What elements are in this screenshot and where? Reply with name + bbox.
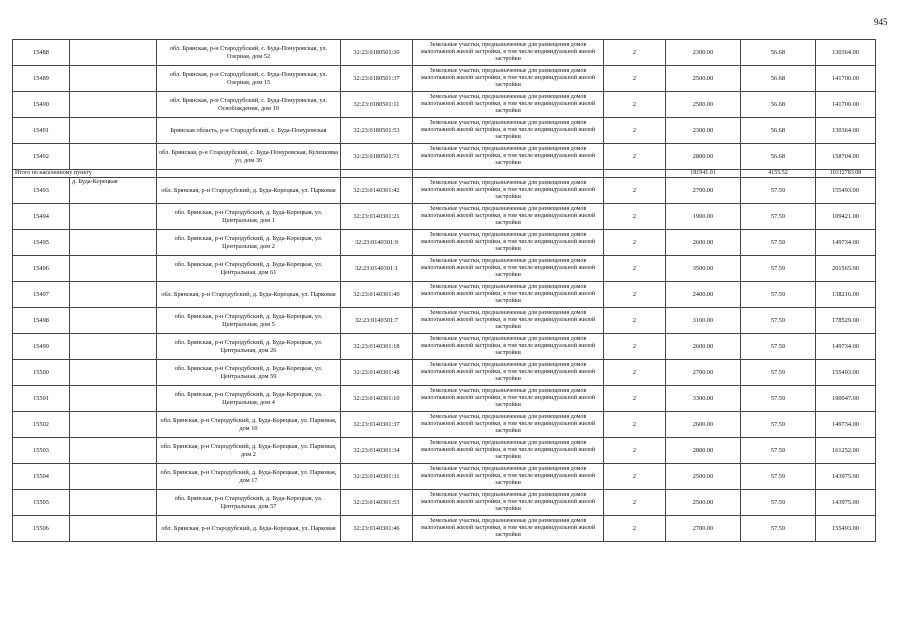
cadastral-value-cell: 201565.00 — [816, 256, 876, 282]
address-cell: обл. Брянская, р-н Стародубский, с. Буда-Понуровская, ул. Озерная, дом 15 — [157, 66, 341, 92]
row-id: 15502 — [13, 412, 70, 438]
group-cell: 2 — [604, 386, 666, 412]
rate-cell: 56.68 — [741, 118, 816, 144]
cadastral-number-cell: 32:23:0140301:9 — [341, 230, 413, 256]
rate-cell: 57.59 — [741, 334, 816, 360]
land-use-cell: Земельные участки, предназначенные для размещения домов малоэтажной жилой застройки, в том числе индивидуальной жилой застройки — [413, 412, 604, 438]
cadastral-number-cell: 32:23:0140301:42 — [341, 178, 413, 204]
total-row — [13, 170, 876, 178]
rate-cell: 57.59 — [741, 360, 816, 386]
address-cell: Брянская область, р-н Стародубский, с. Буда-Понуровская — [157, 118, 341, 144]
cadastral-value-table — [12, 39, 876, 542]
land-use-cell: Земельные участки, предназначенные для размещения домов малоэтажной жилой застройки, в том числе индивидуальной жилой застройки — [413, 40, 604, 66]
cadastral-value-cell: 161252.00 — [816, 438, 876, 464]
row-id: 15489 — [13, 66, 70, 92]
cadastral-value-cell: 130364.00 — [816, 40, 876, 66]
group-cell: 2 — [604, 490, 666, 516]
cadastral-value-cell: 143975.00 — [816, 464, 876, 490]
group-cell: 2 — [604, 256, 666, 282]
locality-cell — [70, 144, 157, 170]
table-row — [13, 412, 876, 438]
table-row — [13, 308, 876, 334]
land-use-cell: Земельные участки, предназначенные для размещения домов малоэтажной жилой застройки, в том числе индивидуальной жилой застройки — [413, 308, 604, 334]
cadastral-value-cell: 155493.00 — [816, 516, 876, 542]
table-row — [13, 516, 876, 542]
cadastral-number-cell: 32:23:0140301:46 — [341, 516, 413, 542]
row-id: 15498 — [13, 308, 70, 334]
row-id: 15499 — [13, 334, 70, 360]
area-cell: 2700.00 — [666, 360, 741, 386]
group-cell: 2 — [604, 178, 666, 204]
area-cell: 3100.00 — [666, 308, 741, 334]
cadastral-number-cell: 32:23:0140301:53 — [341, 490, 413, 516]
empty-cell — [604, 170, 666, 178]
address-cell: обл. Брянская, р-н Стародубский, д. Буда-Корецкая, ул. Парковая — [157, 282, 341, 308]
land-use-cell: Земельные участки, предназначенные для размещения домов малоэтажной жилой застройки, в том числе индивидуальной жилой застройки — [413, 490, 604, 516]
cadastral-value-cell: 149734.00 — [816, 334, 876, 360]
row-id: 15503 — [13, 438, 70, 464]
total-label: Итого по населенному пункту — [13, 170, 157, 178]
locality-cell — [70, 490, 157, 516]
cadastral-value-cell: 138216.00 — [816, 282, 876, 308]
cadastral-number-cell: 32:23:0140301:10 — [341, 386, 413, 412]
table-row — [13, 144, 876, 170]
group-cell: 2 — [604, 92, 666, 118]
locality-cell — [70, 412, 157, 438]
empty-cell — [157, 170, 341, 178]
cadastral-number-cell: 32:23:0180501:11 — [341, 92, 413, 118]
rate-cell: 57.59 — [741, 230, 816, 256]
cadastral-value-cell: 149734.00 — [816, 230, 876, 256]
address-cell: обл. Брянская, р-н Стародубский, д. Буда-Корецкая, ул. Центральная, дом 4 — [157, 386, 341, 412]
cadastral-value-cell: 190047.00 — [816, 386, 876, 412]
cadastral-number-cell: 32:23:0180501:30 — [341, 40, 413, 66]
area-cell: 2600.00 — [666, 230, 741, 256]
rate-cell: 57.59 — [741, 178, 816, 204]
address-cell: обл. Брянская, р-н Стародубский, д. Буда-Корецкая, ул. Центральная, дом 61 — [157, 256, 341, 282]
rate-cell: 57.59 — [741, 386, 816, 412]
cadastral-value-cell: 141700.00 — [816, 92, 876, 118]
group-cell: 2 — [604, 144, 666, 170]
land-use-cell: Земельные участки, предназначенные для размещения домов малоэтажной жилой застройки, в том числе индивидуальной жилой застройки — [413, 144, 604, 170]
row-id: 15491 — [13, 118, 70, 144]
table-body — [13, 40, 876, 542]
locality-cell — [70, 230, 157, 256]
group-cell: 2 — [604, 230, 666, 256]
locality-cell — [70, 66, 157, 92]
rate-cell: 56.68 — [741, 66, 816, 92]
table-row — [13, 464, 876, 490]
table-row — [13, 360, 876, 386]
locality-cell — [70, 360, 157, 386]
table-row — [13, 178, 876, 204]
land-use-cell: Земельные участки, предназначенные для размещения домов малоэтажной жилой застройки, в том числе индивидуальной жилой застройки — [413, 360, 604, 386]
address-cell: обл. Брянская, р-н Стародубский, д. Буда-Корецкая, ул. Центральная, дом 1 — [157, 204, 341, 230]
total-rate: 4155.52 — [741, 170, 816, 178]
table-row — [13, 490, 876, 516]
row-id: 15506 — [13, 516, 70, 542]
table-row — [13, 282, 876, 308]
area-cell: 2500.00 — [666, 464, 741, 490]
locality-cell — [70, 386, 157, 412]
area-cell: 2800.00 — [666, 144, 741, 170]
address-cell: обл. Брянская, р-н Стародубский, с. Буда-Понуровская, Кулешовка ул, дом 36 — [157, 144, 341, 170]
locality-cell — [70, 516, 157, 542]
cadastral-number-cell: 32:23:0180501:37 — [341, 66, 413, 92]
area-cell: 2300.00 — [666, 118, 741, 144]
row-id: 15490 — [13, 92, 70, 118]
row-id: 15501 — [13, 386, 70, 412]
cadastral-number-cell: 32:23:0140301:48 — [341, 360, 413, 386]
locality-cell — [70, 308, 157, 334]
table-row — [13, 438, 876, 464]
group-cell: 2 — [604, 118, 666, 144]
cadastral-number-cell: 32:23:0140301:21 — [341, 204, 413, 230]
row-id: 15494 — [13, 204, 70, 230]
row-id: 15505 — [13, 490, 70, 516]
empty-cell — [341, 170, 413, 178]
cadastral-value-cell: 130364.00 — [816, 118, 876, 144]
area-cell: 3500.00 — [666, 256, 741, 282]
empty-cell — [413, 170, 604, 178]
cadastral-number-cell: 32:23:0140301:1 — [341, 256, 413, 282]
cadastral-value-cell: 178529.00 — [816, 308, 876, 334]
cadastral-number-cell: 32:23:0180501:71 — [341, 144, 413, 170]
land-use-cell: Земельные участки, предназначенные для размещения домов малоэтажной жилой застройки, в том числе индивидуальной жилой застройки — [413, 334, 604, 360]
row-id: 15497 — [13, 282, 70, 308]
land-use-cell: Земельные участки, предназначенные для размещения домов малоэтажной жилой застройки, в том числе индивидуальной жилой застройки — [413, 118, 604, 144]
area-cell: 2600.00 — [666, 412, 741, 438]
locality-cell — [70, 438, 157, 464]
cadastral-number-cell: 32:23:0140301:40 — [341, 282, 413, 308]
land-use-cell: Земельные участки, предназначенные для размещения домов малоэтажной жилой застройки, в том числе индивидуальной жилой застройки — [413, 256, 604, 282]
address-cell: обл. Брянская, р-н Стародубский, д. Буда-Корецкая, ул. Парковая, дом 2 — [157, 438, 341, 464]
address-cell: обл. Брянская, р-н Стародубский, с. Буда-Понуровская, ул. Озерная, дом 52 — [157, 40, 341, 66]
area-cell: 2500.00 — [666, 92, 741, 118]
address-cell: обл. Брянская, р-н Стародубский, д. Буда-Корецкая, ул. Парковая — [157, 178, 341, 204]
locality-cell — [70, 256, 157, 282]
table-row — [13, 230, 876, 256]
rate-cell: 57.59 — [741, 256, 816, 282]
table-row — [13, 66, 876, 92]
land-use-cell: Земельные участки, предназначенные для размещения домов малоэтажной жилой застройки, в том числе индивидуальной жилой застройки — [413, 230, 604, 256]
locality-cell — [70, 464, 157, 490]
area-cell: 2700.00 — [666, 178, 741, 204]
rate-cell: 57.59 — [741, 516, 816, 542]
address-cell: обл. Брянская, р-н Стародубский, д. Буда-Корецкая, ул. Центральная, дом 26 — [157, 334, 341, 360]
area-cell: 2300.00 — [666, 40, 741, 66]
row-id: 15488 — [13, 40, 70, 66]
land-use-cell: Земельные участки, предназначенные для размещения домов малоэтажной жилой застройки, в том числе индивидуальной жилой застройки — [413, 178, 604, 204]
cadastral-value-cell: 155493.00 — [816, 178, 876, 204]
area-cell: 2800.00 — [666, 438, 741, 464]
area-cell: 2600.00 — [666, 334, 741, 360]
area-cell: 2500.00 — [666, 66, 741, 92]
rate-cell: 57.59 — [741, 490, 816, 516]
cadastral-number-cell: 32:23:0140301:31 — [341, 464, 413, 490]
locality-cell — [70, 204, 157, 230]
group-cell: 2 — [604, 334, 666, 360]
land-use-cell: Земельные участки, предназначенные для размещения домов малоэтажной жилой застройки, в том числе индивидуальной жилой застройки — [413, 464, 604, 490]
rate-cell: 56.68 — [741, 92, 816, 118]
land-use-cell: Земельные участки, предназначенные для размещения домов малоэтажной жилой застройки, в том числе индивидуальной жилой застройки — [413, 66, 604, 92]
locality-cell — [70, 282, 157, 308]
rate-cell: 57.59 — [741, 438, 816, 464]
table-row — [13, 92, 876, 118]
rate-cell: 57.59 — [741, 308, 816, 334]
table-row — [13, 40, 876, 66]
locality-cell — [70, 40, 157, 66]
address-cell: обл. Брянская, р-н Стародубский, д. Буда-Корецкая, ул. Парковая, дом 10 — [157, 412, 341, 438]
cadastral-value-cell: 149734.00 — [816, 412, 876, 438]
group-cell: 2 — [604, 438, 666, 464]
area-cell: 2700.00 — [666, 516, 741, 542]
group-cell: 2 — [604, 204, 666, 230]
area-cell: 2400.00 — [666, 282, 741, 308]
cadastral-value-cell: 158704.00 — [816, 144, 876, 170]
group-cell: 2 — [604, 66, 666, 92]
page-number: 945 — [874, 17, 888, 27]
row-id: 15504 — [13, 464, 70, 490]
land-use-cell: Земельные участки, предназначенные для размещения домов малоэтажной жилой застройки, в том числе индивидуальной жилой застройки — [413, 516, 604, 542]
cadastral-value-cell: 141700.00 — [816, 66, 876, 92]
total-value: 10312783.08 — [816, 170, 876, 178]
locality-cell — [70, 334, 157, 360]
area-cell: 2500.00 — [666, 490, 741, 516]
group-cell: 2 — [604, 308, 666, 334]
table-row — [13, 334, 876, 360]
row-id: 15492 — [13, 144, 70, 170]
address-cell: обл. Брянская, р-н Стародубский, д. Буда-Корецкая, ул. Центральная, дом 57 — [157, 490, 341, 516]
land-use-cell: Земельные участки, предназначенные для размещения домов малоэтажной жилой застройки, в том числе индивидуальной жилой застройки — [413, 438, 604, 464]
table-row — [13, 118, 876, 144]
group-cell: 2 — [604, 40, 666, 66]
cadastral-number-cell: 32:23:0140301:7 — [341, 308, 413, 334]
row-id: 15500 — [13, 360, 70, 386]
cadastral-value-cell: 109421.00 — [816, 204, 876, 230]
land-use-cell: Земельные участки, предназначенные для размещения домов малоэтажной жилой застройки, в том числе индивидуальной жилой застройки — [413, 92, 604, 118]
cadastral-number-cell: 32:23:0140301:37 — [341, 412, 413, 438]
cadastral-value-cell: 155493.00 — [816, 360, 876, 386]
row-id: 15493 — [13, 178, 70, 204]
address-cell: обл. Брянская, р-н Стародубский, д. Буда-Корецкая, ул. Парковая — [157, 516, 341, 542]
group-cell: 2 — [604, 516, 666, 542]
cadastral-number-cell: 32:23:0140301:34 — [341, 438, 413, 464]
table-row — [13, 256, 876, 282]
locality-cell — [70, 92, 157, 118]
rate-cell: 57.59 — [741, 412, 816, 438]
rate-cell: 57.59 — [741, 464, 816, 490]
address-cell: обл. Брянская, р-н Стародубский, д. Буда-Корецкая, ул. Центральная, дом 59 — [157, 360, 341, 386]
cadastral-number-cell: 32:23:0140301:18 — [341, 334, 413, 360]
table-row — [13, 386, 876, 412]
group-cell: 2 — [604, 282, 666, 308]
rate-cell: 57.59 — [741, 282, 816, 308]
table-row — [13, 204, 876, 230]
locality-cell — [70, 118, 157, 144]
cadastral-value-cell: 143975.00 — [816, 490, 876, 516]
address-cell: обл. Брянская, р-н Стародубский, с. Буда-Понуровская, ул. Освобождения, дом 19 — [157, 92, 341, 118]
address-cell: обл. Брянская, р-н Стародубский, д. Буда-Корецкая, ул. Центральная, дом 5 — [157, 308, 341, 334]
land-use-cell: Земельные участки, предназначенные для размещения домов малоэтажной жилой застройки, в том числе индивидуальной жилой застройки — [413, 282, 604, 308]
address-cell: обл. Брянская, р-н Стародубский, д. Буда-Корецкая, ул. Центральная, дом 2 — [157, 230, 341, 256]
group-cell: 2 — [604, 412, 666, 438]
row-id: 15495 — [13, 230, 70, 256]
cadastral-number-cell: 32:23:0180501:53 — [341, 118, 413, 144]
rate-cell: 57.59 — [741, 204, 816, 230]
group-cell: 2 — [604, 464, 666, 490]
group-cell: 2 — [604, 360, 666, 386]
rate-cell: 56.68 — [741, 40, 816, 66]
land-use-cell: Земельные участки, предназначенные для размещения домов малоэтажной жилой застройки, в том числе индивидуальной жилой застройки — [413, 386, 604, 412]
land-use-cell: Земельные участки, предназначенные для размещения домов малоэтажной жилой застройки, в том числе индивидуальной жилой застройки — [413, 204, 604, 230]
area-cell: 1900.00 — [666, 204, 741, 230]
area-cell: 3300.00 — [666, 386, 741, 412]
locality-cell: д. Буда-Корецкая — [70, 178, 157, 204]
rate-cell: 56.68 — [741, 144, 816, 170]
address-cell: обл. Брянская, р-н Стародубский, д. Буда-Корецкая, ул. Парковая, дом 17 — [157, 464, 341, 490]
total-area: 181941.01 — [666, 170, 741, 178]
row-id: 15496 — [13, 256, 70, 282]
